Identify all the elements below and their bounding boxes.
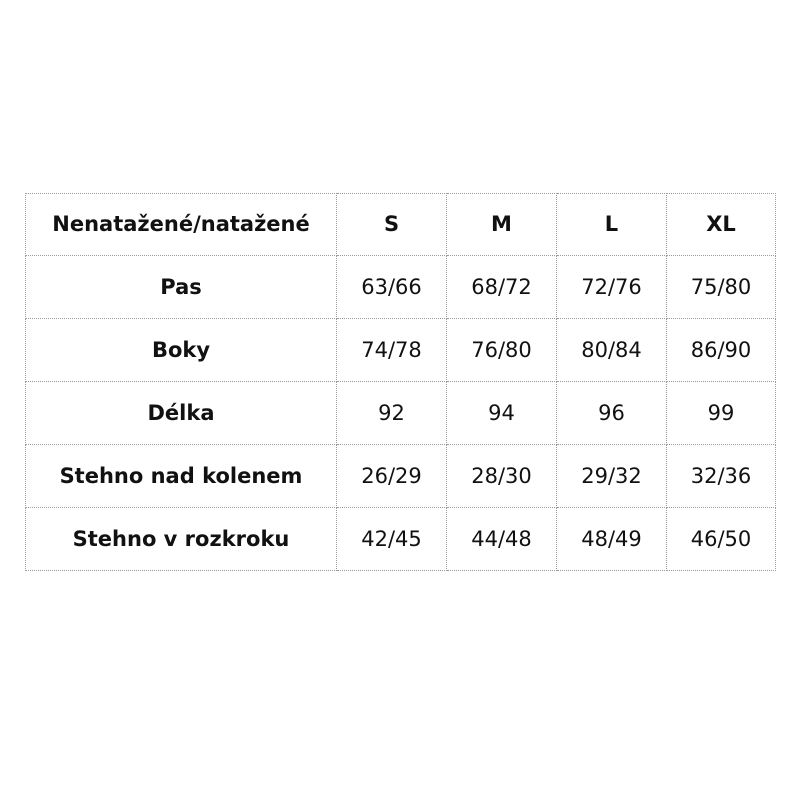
value-cell: 86/90	[667, 319, 776, 382]
value-cell: 76/80	[447, 319, 557, 382]
value-cell: 46/50	[667, 508, 776, 571]
table-row	[26, 508, 776, 571]
row-label: Stehno nad kolenem	[26, 445, 337, 508]
value-cell: 63/66	[337, 256, 447, 319]
value-cell: 72/76	[557, 256, 667, 319]
size-header-xl: XL	[667, 194, 776, 256]
size-header-l: L	[557, 194, 667, 256]
table-row	[26, 256, 776, 319]
value-cell: 68/72	[447, 256, 557, 319]
value-cell: 94	[447, 382, 557, 445]
corner-label: Nenatažené/natažené	[26, 194, 337, 256]
size-header-m: M	[447, 194, 557, 256]
row-label: Stehno v rozkroku	[26, 508, 337, 571]
row-label: Boky	[26, 319, 337, 382]
value-cell: 99	[667, 382, 776, 445]
value-cell: 80/84	[557, 319, 667, 382]
value-cell: 42/45	[337, 508, 447, 571]
row-label: Pas	[26, 256, 337, 319]
value-cell: 74/78	[337, 319, 447, 382]
size-header-s: S	[337, 194, 447, 256]
table-row	[26, 382, 776, 445]
value-cell: 44/48	[447, 508, 557, 571]
value-cell: 26/29	[337, 445, 447, 508]
value-cell: 48/49	[557, 508, 667, 571]
table-row	[26, 319, 776, 382]
row-label: Délka	[26, 382, 337, 445]
value-cell: 28/30	[447, 445, 557, 508]
value-cell: 75/80	[667, 256, 776, 319]
size-chart-table	[25, 193, 776, 571]
table-row	[26, 445, 776, 508]
value-cell: 29/32	[557, 445, 667, 508]
value-cell: 32/36	[667, 445, 776, 508]
header-row	[26, 194, 776, 256]
value-cell: 92	[337, 382, 447, 445]
value-cell: 96	[557, 382, 667, 445]
